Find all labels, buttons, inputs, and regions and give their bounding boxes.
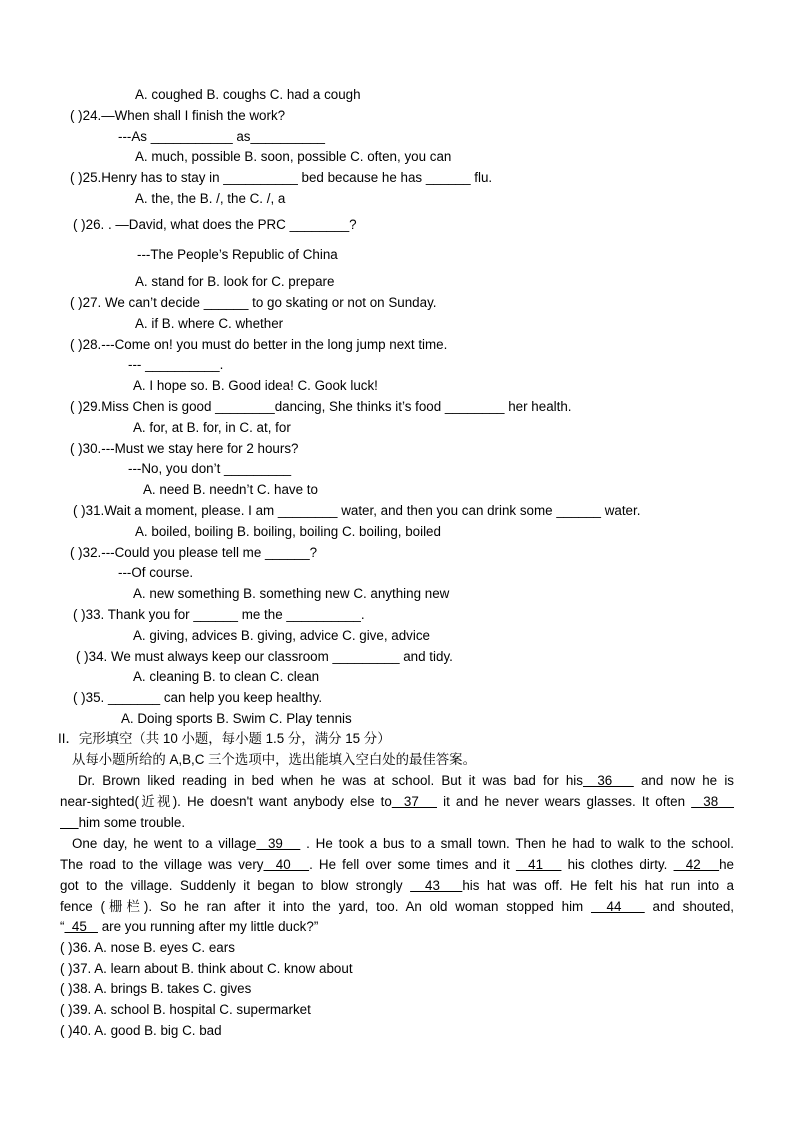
question-30: ( )30.---Must we stay here for 2 hours?	[70, 441, 299, 456]
blank-41: 41	[515, 857, 562, 872]
cloze-options-38: ( )38. A. brings B. takes C. gives	[60, 981, 252, 996]
passage-line-5	[60, 856, 734, 873]
options-35: A. Doing sports B. Swim C. Play tennis	[121, 711, 352, 726]
options-25: A. the, the B. /, the C. /, a	[135, 191, 286, 206]
cloze-options-39: ( )39. A. school B. hospital C. supermarket	[60, 1002, 311, 1017]
section-instructions: 从每小题所给的 A,B,C 三个选项中，选出能填入空白处的最佳答案。	[72, 752, 476, 767]
options-33: A. giving, advices B. giving, advice C. give, advice	[133, 628, 430, 643]
passage-text: “	[60, 919, 65, 934]
passage-text: Dr. Brown liked reading in bed when he was at school. But it was bad for his	[78, 773, 583, 788]
question-32: ( )32.---Could you please tell me ______?	[70, 545, 318, 560]
passage-text: One day, he went to a village	[72, 836, 257, 851]
passage-text: he	[719, 857, 734, 872]
blank-37: 37	[391, 794, 438, 809]
question-27: ( )27. We can’t decide ______ to go skating or not on Sunday.	[70, 295, 437, 310]
passage-text: . He took a bus to a small town. Then he had to walk to the school.	[306, 836, 734, 851]
passage-text: and shouted,	[652, 899, 734, 914]
question-25: ( )25.Henry has to stay in __________ bed because he has ______ flu.	[70, 170, 493, 185]
question-35: ( )35. _______ can help you keep healthy.	[73, 690, 323, 705]
passage-line-7	[60, 898, 734, 915]
blank-39: 39	[256, 836, 301, 851]
options-28: A. I hope so. B. Good idea! C. Gook luck!	[133, 378, 378, 393]
passage-line-1	[60, 772, 734, 789]
question-34: ( )34. We must always keep our classroom _________ and tidy.	[76, 649, 453, 664]
passage-text: his clothes dirty.	[567, 857, 668, 872]
options-31: A. boiled, boiling B. boiling, boiling C. boiling, boiled	[135, 524, 441, 539]
passage-line-4	[60, 835, 734, 852]
question-28-response: --- __________.	[128, 357, 224, 372]
passage-text: him some trouble.	[78, 815, 186, 830]
passage-text: are you running after my little duck?”	[101, 919, 319, 934]
question-24-response: ---As ___________ as__________	[118, 129, 325, 144]
passage-text: it and he never wears glasses. It often	[443, 794, 686, 809]
passage-text: fence (栅栏). So he ran after it into the yard, too. An old woman stopped him	[60, 899, 584, 914]
options-24: A. much, possible B. soon, possible C. often, you can	[135, 149, 452, 164]
cloze-options-37: ( )37. A. learn about B. think about C. know about	[60, 961, 353, 976]
question-31: ( )31.Wait a moment, please. I am ________ water, and then you can drink some ______ water.	[73, 503, 641, 518]
question-28: ( )28.---Come on! you must do better in the long jump next time.	[70, 337, 448, 352]
question-29: ( )29.Miss Chen is good ________dancing, She thinks it’s food ________ her health.	[70, 399, 572, 414]
question-26: ( )26. . —David, what does the PRC ________?	[73, 217, 357, 232]
question-24: ( )24.—When shall I finish the work?	[70, 108, 286, 123]
question-26-response: ---The People’s Republic of China	[137, 247, 338, 262]
passage-text: near-sighted(近视). He doesn't want anybody else to	[60, 794, 392, 809]
blank-38-underline	[60, 815, 79, 830]
options-30: A. need B. needn’t C. have to	[143, 482, 318, 497]
blank-38: 38	[691, 794, 734, 809]
blank-45: 45	[64, 919, 98, 934]
passage-line-3	[60, 814, 185, 831]
options-29: A. for, at B. for, in C. at, for	[133, 420, 291, 435]
question-30-response: ---No, you don’t _________	[128, 461, 292, 476]
blank-44: 44	[590, 899, 645, 914]
question-32-response: ---Of course.	[118, 565, 194, 580]
passage-line-6	[60, 877, 734, 894]
passage-text: his hat was off. He felt his hat run into a	[462, 878, 734, 893]
blank-36: 36	[582, 773, 634, 788]
passage-text: and now he is	[640, 773, 734, 788]
passage-text: . He fell over some times and it	[309, 857, 510, 872]
options-32: A. new something B. something new C. anything new	[133, 586, 450, 601]
section-heading: II．完形填空（共 10 小题，每小题 1.5 分，满分 15 分）	[58, 731, 391, 746]
passage-text: got to the village. Suddenly it began to blow strongly	[60, 878, 403, 893]
options-26: A. stand for B. look for C. prepare	[135, 274, 335, 289]
question-33: ( )33. Thank you for ______ me the __________.	[73, 607, 365, 622]
options-34: A. cleaning B. to clean C. clean	[133, 669, 320, 684]
blank-40: 40	[263, 857, 310, 872]
passage-text: The road to the village was very	[60, 857, 264, 872]
cloze-options-36: ( )36. A. nose B. eyes C. ears	[60, 940, 235, 955]
passage-line-8	[60, 918, 318, 935]
blank-43: 43	[410, 878, 463, 893]
passage-line-2	[60, 793, 734, 810]
blank-42: 42	[673, 857, 720, 872]
options-27: A. if B. where C. whether	[135, 316, 284, 331]
options-23: A. coughed B. coughs C. had a cough	[135, 87, 361, 102]
cloze-options-40: ( )40. A. good B. big C. bad	[60, 1023, 222, 1038]
